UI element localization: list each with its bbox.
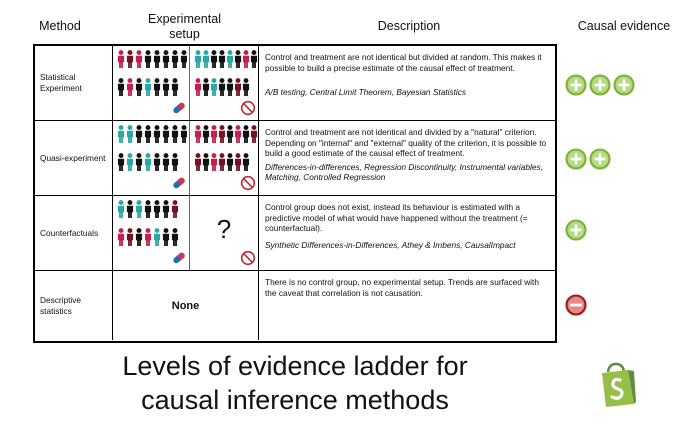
description-cell xyxy=(259,271,555,340)
examples-text: Differences-in-differences, Regression Discontinuity, Instrumental variables, Matching, Controlled Regression xyxy=(265,161,543,183)
header-setup-line2: setup xyxy=(169,27,200,41)
pill-icon xyxy=(171,175,187,191)
plus-circle-icon xyxy=(565,148,587,170)
plus-circle-icon xyxy=(565,74,587,96)
method-label: Statistical Experiment xyxy=(35,46,113,120)
people-group-icon xyxy=(194,50,258,106)
control-group-cell xyxy=(113,46,190,120)
examples-text: A/B testing, Central Limit Theorem, Bayesian Statistics xyxy=(265,87,467,98)
description-text: Control and treatment are not identical but divided at random. This makes it possible to build a precise estimate of the causal effect of treatment. xyxy=(265,52,542,73)
plus-circle-icon xyxy=(589,148,611,170)
minus-circle-icon xyxy=(565,294,587,316)
plus-circle-icon xyxy=(589,74,611,96)
no-entry-icon xyxy=(240,175,256,191)
counterfactual-question-mark: ? xyxy=(216,214,232,244)
footer-title-line1: Levels of evidence ladder for xyxy=(122,351,468,381)
header-setup-line1: Experimental xyxy=(148,12,221,26)
table-row xyxy=(35,121,555,196)
description-cell xyxy=(259,121,555,195)
footer-title-line2: causal inference methods xyxy=(141,385,449,415)
plus-circle-icon xyxy=(565,219,587,241)
header-causal-evidence: Causal evidence xyxy=(577,19,671,33)
table-row xyxy=(35,271,555,340)
table-row xyxy=(35,46,555,121)
method-label: Descriptive statistics xyxy=(35,271,113,340)
no-entry-icon xyxy=(240,100,256,116)
header-description: Description xyxy=(377,19,441,33)
people-group-icon xyxy=(117,200,187,256)
shopify-bag-icon xyxy=(598,362,638,408)
evidence-table xyxy=(33,44,557,343)
causal-evidence-none xyxy=(565,294,587,316)
no-setup-label: None xyxy=(113,271,259,340)
people-group-icon xyxy=(194,125,258,181)
header-experimental-setup xyxy=(112,12,257,42)
treatment-group-cell xyxy=(190,196,259,270)
causal-evidence-strong xyxy=(565,74,635,96)
treatment-group-cell xyxy=(190,121,259,195)
control-group-cell xyxy=(113,196,190,270)
people-group-icon xyxy=(117,50,187,106)
description-text: There is no control group, no experimental setup. Trends are surfaced with the caveat that correlation is not causation. xyxy=(265,277,539,298)
description-cell xyxy=(259,196,555,270)
method-label: Quasi-experiment xyxy=(35,121,113,195)
method-label: Counterfactuals xyxy=(35,196,113,270)
causal-evidence-good xyxy=(565,148,611,170)
description-cell xyxy=(259,46,555,120)
treatment-group-cell xyxy=(190,46,259,120)
no-entry-icon xyxy=(240,250,256,266)
header-method: Method xyxy=(39,19,81,33)
people-group-icon xyxy=(117,125,187,181)
pill-icon xyxy=(171,100,187,116)
examples-text: Synthetic Differences-in-Differences, Athey & Imbens, CausalImpact xyxy=(265,239,516,250)
description-text: Control group does not exist, instead its behaviour is estimated with a predictive model of what would have happened without the treatment (= counterfactual). xyxy=(265,202,528,234)
table-row xyxy=(35,196,555,271)
description-text: Control and treatment are not identical and divided by a "natural" criterion. Depending on "internal" and "external" quality of the criterion, it is possible to build a good estimate of the causal effect of treatment. xyxy=(265,127,547,159)
plus-circle-icon xyxy=(613,74,635,96)
control-group-cell xyxy=(113,121,190,195)
causal-evidence-weak xyxy=(565,219,587,241)
pill-icon xyxy=(171,250,187,266)
